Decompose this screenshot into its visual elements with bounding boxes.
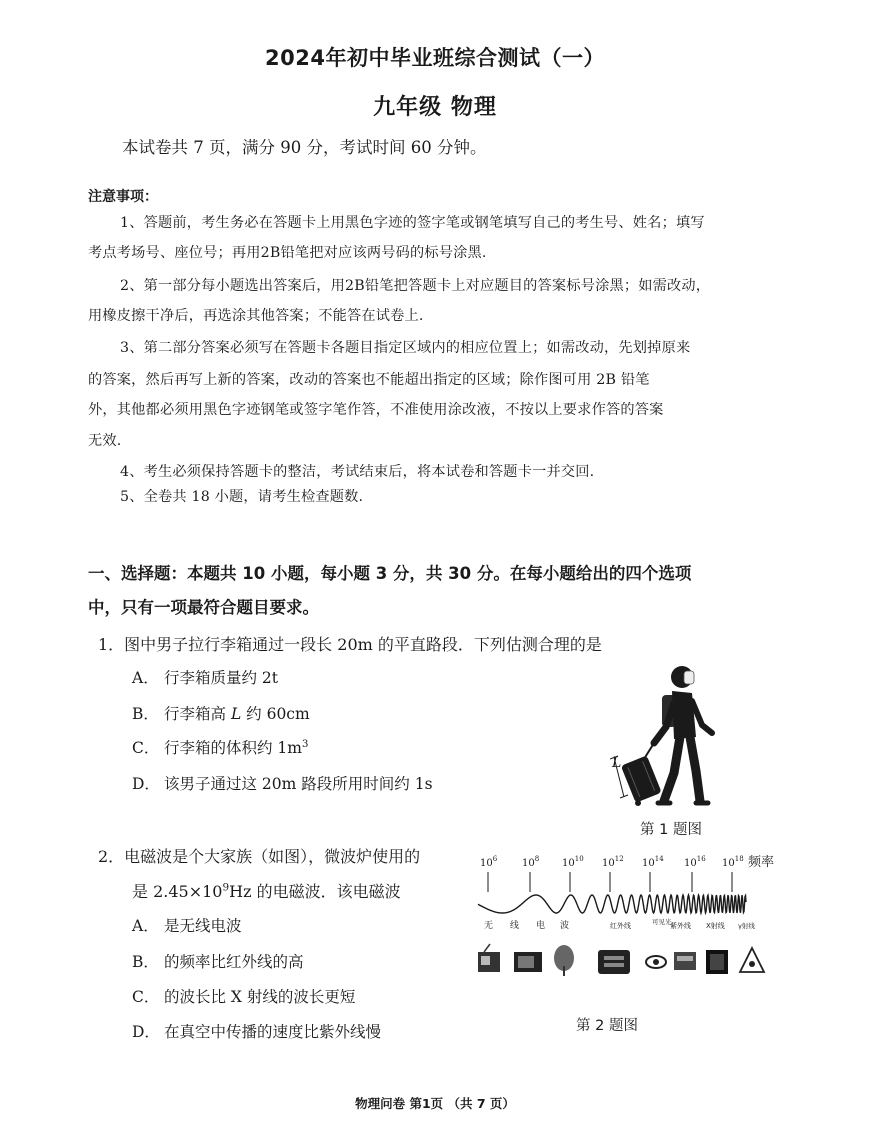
- option-text: 该男子通过这 20m 路段所用时间约 1s: [164, 775, 433, 793]
- exam-title: 2024年初中毕业班综合测试（一）: [265, 46, 605, 70]
- frequency-tick-label: $10^{12}$: [602, 855, 624, 869]
- microwave-icon: [514, 952, 542, 972]
- question-2-option-c: [132, 985, 355, 1007]
- option-letter: C．: [132, 988, 160, 1006]
- option-text: 在真空中传播的速度比紫外线慢: [164, 1023, 382, 1041]
- note-line: 外，其他都必须用黑色字迹钢笔或签字笔作答，不准使用涂改液，不按以上要求作答的答案: [88, 402, 664, 418]
- question-2-stem: 2．电磁波是个大家族（如图），微波炉使用的: [98, 847, 421, 866]
- note-line: 2、第一部分每小题选出答案后，用2B铅笔把答题卡上对应题目的答案标号涂黑；如需改动，: [120, 278, 711, 294]
- frequency-tick-label: $10^{18}$: [722, 855, 744, 869]
- height-label: L: [612, 755, 622, 771]
- frequency-tick-label: $10^6$: [480, 855, 498, 869]
- suitcase-handle: [644, 743, 654, 759]
- question-2-option-d: [132, 1020, 381, 1042]
- superscript: 3: [302, 738, 309, 750]
- note-line: 3、第二部分答案必须写在答题卡各题目指定区域内的相应位置上；如需改动，先划掉原来: [120, 340, 691, 356]
- question-1-option-d: [132, 772, 433, 794]
- band-label: X射线: [706, 922, 725, 930]
- question-2-option-a: [132, 914, 242, 936]
- note-line: 用橡皮擦干净后，再选涂其他答案；不能答在试卷上.: [88, 308, 424, 324]
- option-letter: A．: [132, 917, 159, 935]
- band-label: 可见光: [652, 918, 672, 926]
- option-letter: A．: [132, 669, 159, 687]
- question-1-option-b: [132, 702, 310, 724]
- radiation-icon: [740, 948, 764, 972]
- option-letter: C．: [132, 739, 160, 757]
- man-leg: [664, 737, 680, 801]
- frequency-tick-label: $10^{14}$: [642, 855, 664, 869]
- notes-heading: 注意事项：: [88, 189, 158, 205]
- x-ray-film-icon: [706, 950, 728, 974]
- page-footer: 物理问卷 第1页 （共 7 页）: [355, 1096, 515, 1111]
- note-line: 5、全卷共 18 小题，请考生检查题数.: [120, 489, 364, 505]
- band-label: 无: [484, 921, 494, 931]
- option-letter: D．: [132, 775, 160, 793]
- question-2-stem-frequency: [132, 879, 401, 902]
- option-letter: B．: [132, 705, 159, 723]
- figure-2-caption: 第 2 题图: [576, 1018, 638, 1034]
- band-label: 波: [560, 921, 570, 931]
- section-heading: [88, 557, 808, 625]
- option-text: 行李箱高: [164, 705, 231, 723]
- note-line: 考点考场号、座位号；再用2B铅笔把对应该两号码的标号涂黑.: [88, 245, 487, 261]
- band-label: 电: [536, 921, 546, 931]
- face-mask: [684, 671, 694, 684]
- uv-lamp-icon: [674, 952, 696, 970]
- man-leg: [690, 737, 700, 801]
- frequency-tick-label: $10^{16}$: [684, 855, 706, 869]
- superscript: 9: [222, 881, 230, 894]
- radio-icon: [478, 944, 500, 972]
- question-1-option-c: [132, 736, 308, 758]
- note-line: 无效.: [88, 433, 122, 449]
- frequency-tick-label: $10^{10}$: [562, 855, 584, 869]
- exam-subtitle: 九年级 物理: [373, 95, 497, 120]
- option-text: 是无线电波: [164, 917, 242, 935]
- frequency-tick-label: $10^8$: [522, 855, 540, 869]
- heater-icon: [598, 950, 630, 974]
- option-text: 约 60cm: [241, 705, 310, 723]
- band-label: 紫外线: [670, 922, 691, 930]
- option-text: 行李箱质量约 2t: [164, 669, 279, 687]
- note-line: 1、答题前，考生务必在答题卡上用黑色字迹的签字笔或钢笔填写自己的考生号、姓名；填写: [120, 215, 705, 231]
- section-heading-line: 中，只有一项最符合题目要求。: [88, 598, 319, 617]
- band-label: 线: [510, 921, 520, 931]
- stem-text: Hz 的电磁波．该电磁波: [229, 882, 401, 901]
- question-1-stem: 1．图中男子拉行李箱通过一段长 20m 的平直路段．下列估测合理的是: [98, 635, 602, 654]
- note-line: 的答案，然后再写上新的答案，改动的答案也不能超出指定的区域；除作图可用 2B 铅笔: [88, 372, 650, 388]
- section-heading-line: 一、选择题：本题共 10 小题，每小题 3 分，共 30 分。在每小题给出的四个选项: [88, 564, 692, 583]
- frequency-axis-label: 频率: [748, 855, 775, 870]
- option-letter: B．: [132, 953, 159, 971]
- stem-text: 是 2.45×10: [132, 882, 223, 901]
- em-spectrum-figure: [470, 848, 790, 983]
- option-text: 的频率比红外线的高: [164, 953, 304, 971]
- exam-intro: 本试卷共 7 页，满分 90 分，考试时间 60 分钟。: [122, 138, 487, 157]
- eye-icon: [646, 956, 666, 968]
- option-text: 行李箱的体积约 1m: [164, 739, 302, 757]
- note-line: 4、考生必须保持答题卡的整洁，考试结束后，将本试卷和答题卡一并交回.: [120, 464, 595, 480]
- em-wave-curve: [478, 895, 746, 913]
- figure-1-caption: 第 1 题图: [640, 822, 702, 838]
- question-2-option-b: [132, 950, 304, 972]
- satellite-dish-icon: [554, 945, 574, 976]
- suitcase-man-figure: [610, 655, 735, 815]
- band-label: 红外线: [610, 922, 631, 930]
- question-1-option-a: [132, 666, 278, 688]
- option-text: 的波长比 X 射线的波长更短: [164, 988, 356, 1006]
- band-label: γ射线: [738, 922, 755, 930]
- option-letter: D．: [132, 1023, 160, 1041]
- variable-l: L: [230, 705, 242, 723]
- suitcase-wheel: [635, 800, 641, 806]
